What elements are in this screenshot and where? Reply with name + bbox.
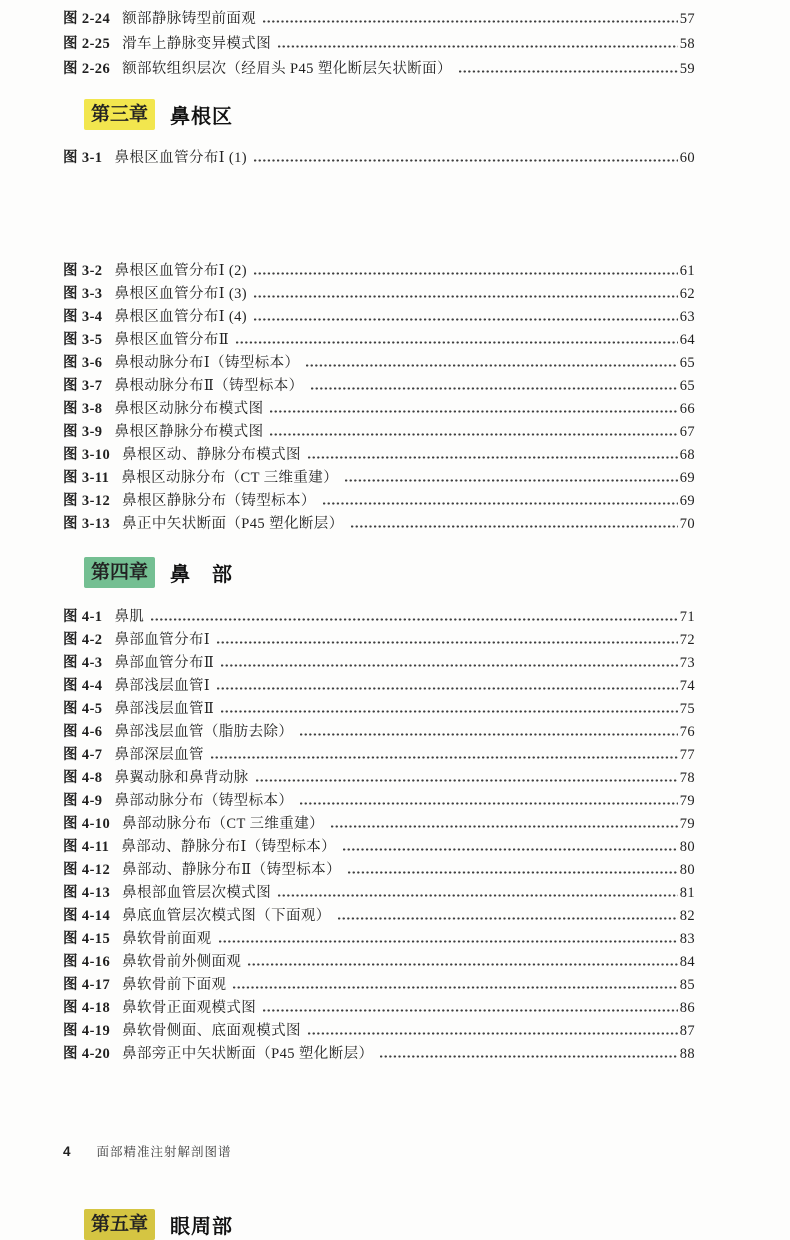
figure-label: 图 3-11 <box>63 470 110 486</box>
figure-label: 图 3-6 <box>63 355 103 371</box>
figure-title: 鼻部浅层血管Ⅱ <box>114 701 215 717</box>
dot-leader <box>217 640 678 645</box>
dot-leader <box>308 1031 678 1036</box>
dot-leader <box>219 939 678 944</box>
chapter4-badge: 第四章 <box>84 557 155 588</box>
dot-leader <box>338 916 678 921</box>
toc-row <box>63 1040 695 1063</box>
toc-row <box>63 487 695 510</box>
page-number: 65 <box>679 355 695 371</box>
page-number: 59 <box>679 61 695 77</box>
figure-title: 鼻部血管分布Ⅰ <box>114 632 210 648</box>
dot-leader <box>248 962 677 967</box>
toc-row <box>63 902 695 925</box>
dot-leader <box>254 294 678 299</box>
toc-row <box>63 741 695 764</box>
figure-title: 鼻根区动、静脉分布模式图 <box>122 447 301 463</box>
page-number: 87 <box>679 1023 695 1039</box>
toc-row <box>63 418 695 441</box>
chapter2-entry-list <box>63 3 695 78</box>
page-number: 80 <box>679 839 695 855</box>
chapter4-entry-list <box>63 603 695 1063</box>
figure-title: 滑车上静脉变异模式图 <box>122 36 272 52</box>
figure-title: 鼻根动脉分布Ⅱ（铸型标本） <box>114 378 304 394</box>
toc-row <box>63 280 695 303</box>
figure-label: 图 3-4 <box>63 309 103 325</box>
figure-label: 图 3-8 <box>63 401 103 417</box>
toc-row <box>63 948 695 971</box>
page-number: 71 <box>679 609 695 625</box>
figure-label: 图 4-4 <box>63 678 103 694</box>
figure-label: 图 3-12 <box>63 493 111 509</box>
toc-row <box>63 649 695 672</box>
toc-row <box>63 718 695 741</box>
chapter3-badge: 第三章 <box>84 99 155 130</box>
figure-title: 鼻肌 <box>114 609 145 625</box>
figure-title: 鼻部动、静脉分布Ⅱ（铸型标本） <box>122 862 341 878</box>
dot-leader <box>263 19 677 24</box>
figure-title: 鼻底血管层次模式图（下面观） <box>122 908 331 924</box>
page-number: 61 <box>679 263 695 279</box>
figure-title: 鼻软骨正面观模式图 <box>122 1000 257 1016</box>
chapter3-heading <box>84 99 695 130</box>
page-footer <box>63 1142 695 1160</box>
toc-row <box>63 856 695 879</box>
dot-leader <box>256 778 678 783</box>
figure-title: 鼻部浅层血管（脂肪去除） <box>114 724 294 740</box>
figure-title: 鼻部动、静脉分布Ⅰ（铸型标本） <box>121 839 337 855</box>
figure-title: 鼻软骨前面观 <box>122 931 212 947</box>
page-number: 85 <box>679 977 695 993</box>
page-number: 65 <box>679 378 695 394</box>
page-number: 79 <box>679 793 695 809</box>
figure-label: 图 3-13 <box>63 516 111 532</box>
chapter4-heading <box>84 557 695 588</box>
toc-row <box>63 510 695 533</box>
toc-row <box>63 764 695 787</box>
figure-label: 图 4-3 <box>63 655 103 671</box>
dot-leader <box>270 432 677 437</box>
dot-leader <box>345 478 678 483</box>
figure-title: 鼻部旁正中矢状断面（P45 塑化断层） <box>122 1046 374 1062</box>
figure-label: 图 3-10 <box>63 447 111 463</box>
toc-row <box>63 395 695 418</box>
figure-label: 图 3-3 <box>63 286 103 302</box>
toc-row <box>63 787 695 810</box>
toc-row <box>63 144 695 167</box>
figure-title: 鼻软骨前下面观 <box>122 977 227 993</box>
figure-title: 鼻部动脉分布（铸型标本） <box>114 793 294 809</box>
figure-label: 图 3-1 <box>63 150 103 166</box>
dot-leader <box>323 501 678 506</box>
figure-title: 鼻部浅层血管Ⅰ <box>114 678 210 694</box>
page-number: 62 <box>679 286 695 302</box>
figure-label: 图 4-20 <box>63 1046 111 1062</box>
figure-label: 图 4-10 <box>63 816 111 832</box>
toc-row <box>63 626 695 649</box>
blank-gap <box>63 167 695 257</box>
page-number: 69 <box>679 493 695 509</box>
figure-label: 图 3-2 <box>63 263 103 279</box>
toc-row <box>63 672 695 695</box>
folio-page-number: 4 <box>63 1144 71 1159</box>
figure-label: 图 4-15 <box>63 931 111 947</box>
toc-row <box>63 925 695 948</box>
figure-title: 鼻根区静脉分布（铸型标本） <box>122 493 316 509</box>
figure-label: 图 4-18 <box>63 1000 111 1016</box>
toc-row <box>63 833 695 856</box>
figure-title: 鼻正中矢状断面（P45 塑化断层） <box>122 516 344 532</box>
dot-leader <box>459 69 678 74</box>
page-number: 67 <box>679 424 695 440</box>
figure-title: 鼻根区血管分布Ⅰ (4) <box>114 309 248 325</box>
figure-title: 鼻根区血管分布Ⅰ (1) <box>114 150 248 166</box>
page-number: 72 <box>679 632 695 648</box>
figure-label: 图 4-19 <box>63 1023 111 1039</box>
page-number: 73 <box>679 655 695 671</box>
figure-label: 图 2-24 <box>63 11 111 27</box>
dot-leader <box>217 686 678 691</box>
figure-title: 额部静脉铸型前面观 <box>122 11 257 27</box>
figure-label: 图 4-9 <box>63 793 103 809</box>
figure-title: 鼻部深层血管 <box>114 747 204 763</box>
page-number: 57 <box>679 11 695 27</box>
dot-leader <box>306 363 677 368</box>
figure-title: 鼻根区动脉分布模式图 <box>114 401 264 417</box>
toc-row <box>63 28 695 53</box>
figure-label: 图 4-7 <box>63 747 103 763</box>
dot-leader <box>278 44 678 49</box>
figure-title: 鼻部动脉分布（CT 三维重建） <box>122 816 324 832</box>
figure-label: 图 4-16 <box>63 954 111 970</box>
figure-title: 鼻根区血管分布Ⅰ (2) <box>114 263 248 279</box>
page-number: 79 <box>679 816 695 832</box>
toc-row <box>63 3 695 28</box>
figure-title: 鼻根动脉分布Ⅰ（铸型标本） <box>114 355 300 371</box>
toc-row <box>63 1017 695 1040</box>
toc-row <box>63 810 695 833</box>
figure-label: 图 2-25 <box>63 36 111 52</box>
dot-leader <box>254 158 678 163</box>
toc-row <box>63 971 695 994</box>
dot-leader <box>308 455 678 460</box>
figure-label: 图 3-9 <box>63 424 103 440</box>
figure-label: 图 4-11 <box>63 839 110 855</box>
dot-leader <box>278 893 678 898</box>
page-number: 84 <box>679 954 695 970</box>
chapter3-first-entry-list <box>63 144 695 167</box>
figure-label: 图 4-17 <box>63 977 111 993</box>
toc-row <box>63 349 695 372</box>
dot-leader <box>233 985 677 990</box>
page-number: 81 <box>679 885 695 901</box>
chapter5-title: 眼周部 <box>170 1216 234 1238</box>
figure-label: 图 4-13 <box>63 885 111 901</box>
figure-label: 图 4-2 <box>63 632 103 648</box>
toc-row <box>63 603 695 626</box>
page-number: 77 <box>679 747 695 763</box>
dot-leader <box>254 317 678 322</box>
figure-label: 图 4-1 <box>63 609 103 625</box>
figure-title: 鼻翼动脉和鼻背动脉 <box>114 770 249 786</box>
page-number: 83 <box>679 931 695 947</box>
dot-leader <box>300 801 677 806</box>
page-number: 82 <box>679 908 695 924</box>
chapter3-entry-list <box>63 257 695 533</box>
toc-row <box>63 257 695 280</box>
chapter5-badge: 第五章 <box>84 1209 155 1240</box>
figure-title: 鼻软骨侧面、底面观模式图 <box>122 1023 301 1039</box>
toc-row <box>63 441 695 464</box>
page-number: 58 <box>679 36 695 52</box>
dot-leader <box>211 755 678 760</box>
page-number: 76 <box>679 724 695 740</box>
figure-label: 图 4-8 <box>63 770 103 786</box>
page-number: 68 <box>679 447 695 463</box>
figure-title: 鼻根部血管层次模式图 <box>122 885 272 901</box>
page-number: 88 <box>679 1046 695 1062</box>
figure-title: 鼻根区动脉分布（CT 三维重建） <box>121 470 339 486</box>
dot-leader <box>254 271 678 276</box>
dot-leader <box>343 847 678 852</box>
dot-leader <box>311 386 678 391</box>
chapter3-title: 鼻根区 <box>170 106 234 128</box>
figure-label: 图 4-14 <box>63 908 111 924</box>
toc-row <box>63 326 695 349</box>
dot-leader <box>236 340 678 345</box>
toc-row <box>63 303 695 326</box>
figure-label: 图 3-5 <box>63 332 103 348</box>
page-number: 74 <box>679 678 695 694</box>
page-number: 70 <box>679 516 695 532</box>
dot-leader <box>151 617 677 622</box>
page-number: 86 <box>679 1000 695 1016</box>
figure-title: 鼻软骨前外侧面观 <box>122 954 242 970</box>
dot-leader <box>351 524 678 529</box>
page-number: 78 <box>679 770 695 786</box>
toc-row <box>63 695 695 718</box>
figure-label: 图 4-12 <box>63 862 111 878</box>
toc-row <box>63 372 695 395</box>
toc-row <box>63 879 695 902</box>
figure-title: 鼻根区静脉分布模式图 <box>114 424 264 440</box>
chapter5-heading-partial <box>84 1209 233 1240</box>
page-number: 75 <box>679 701 695 717</box>
figure-title: 鼻部血管分布Ⅱ <box>114 655 215 671</box>
figure-label: 图 4-6 <box>63 724 103 740</box>
toc-row <box>63 464 695 487</box>
figure-title: 额部软组织层次（经眉头 P45 塑化断层矢状断面） <box>122 61 452 77</box>
chapter4-title: 鼻 部 <box>170 564 234 586</box>
figure-label: 图 3-7 <box>63 378 103 394</box>
dot-leader <box>221 663 678 668</box>
figure-label: 图 2-26 <box>63 61 111 77</box>
dot-leader <box>221 709 678 714</box>
dot-leader <box>380 1054 677 1059</box>
page-number: 66 <box>679 401 695 417</box>
dot-leader <box>263 1008 677 1013</box>
page-number: 63 <box>679 309 695 325</box>
figure-title: 鼻根区血管分布Ⅰ (3) <box>114 286 248 302</box>
toc-row <box>63 994 695 1017</box>
figure-title: 鼻根区血管分布Ⅱ <box>114 332 230 348</box>
dot-leader <box>331 824 678 829</box>
page-number: 60 <box>679 150 695 166</box>
dot-leader <box>270 409 677 414</box>
page-number: 64 <box>679 332 695 348</box>
figure-label: 图 4-5 <box>63 701 103 717</box>
dot-leader <box>348 870 678 875</box>
page-number: 80 <box>679 862 695 878</box>
toc-row <box>63 53 695 78</box>
page-number: 69 <box>679 470 695 486</box>
book-title: 面部精准注射解剖图谱 <box>96 1145 232 1159</box>
dot-leader <box>300 732 677 737</box>
